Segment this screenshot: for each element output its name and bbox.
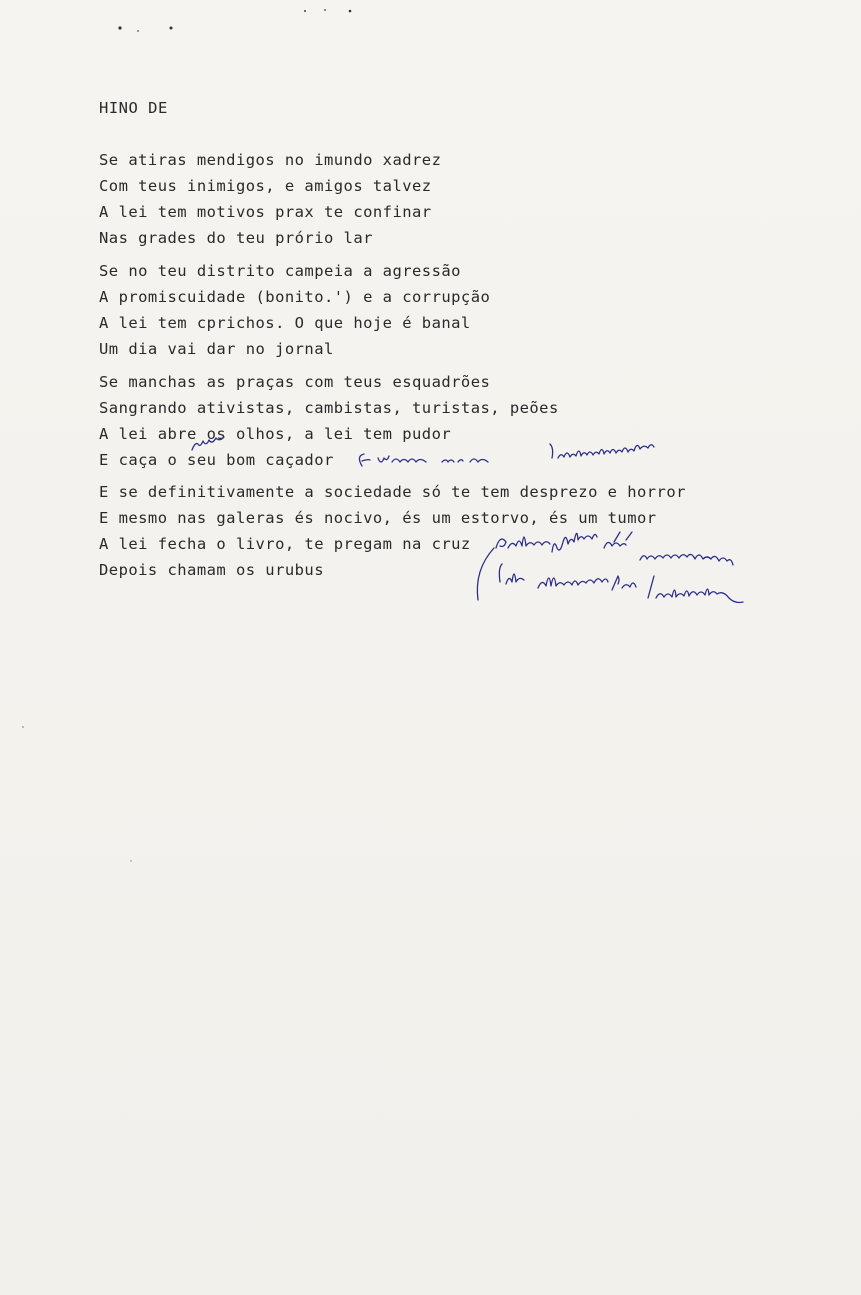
poem-line: A lei fecha o livro, te pregam na cruz	[99, 535, 471, 553]
poem-title: HINO DE	[99, 99, 168, 117]
poem-line: Se atiras mendigos no imundo xadrez	[99, 151, 442, 169]
poem-line: E caça o seu bom caçador	[99, 451, 334, 469]
poem-line: Se manchas as praças com teus esquadrões	[99, 373, 491, 391]
poem-line: E mesmo nas galeras és nocivo, és um estorvo, és um tumor	[99, 509, 657, 527]
poem-line: Um dia vai dar no jornal	[99, 340, 334, 358]
poem-line: Depois chamam os urubus	[99, 561, 324, 579]
poem-line: E se definitivamente a sociedade só te tem desprezo e horror	[99, 483, 686, 501]
poem-line: A lei tem cprichos. O que hoje é banal	[99, 314, 471, 332]
poem-line: Nas grades do teu prório lar	[99, 229, 373, 247]
poem-line: A lei tem motivos prax te confinar	[99, 203, 432, 221]
poem-line: Com teus inimigos, e amigos talvez	[99, 177, 432, 195]
poem-line: A promiscuidade (bonito.') e a corrupção	[99, 288, 491, 306]
poem-line: Se no teu distrito campeia a agressão	[99, 262, 461, 280]
poem-line: Sangrando ativistas, cambistas, turistas, peões	[99, 399, 559, 417]
poem-line: A lei abre os olhos, a lei tem pudor	[99, 425, 452, 443]
